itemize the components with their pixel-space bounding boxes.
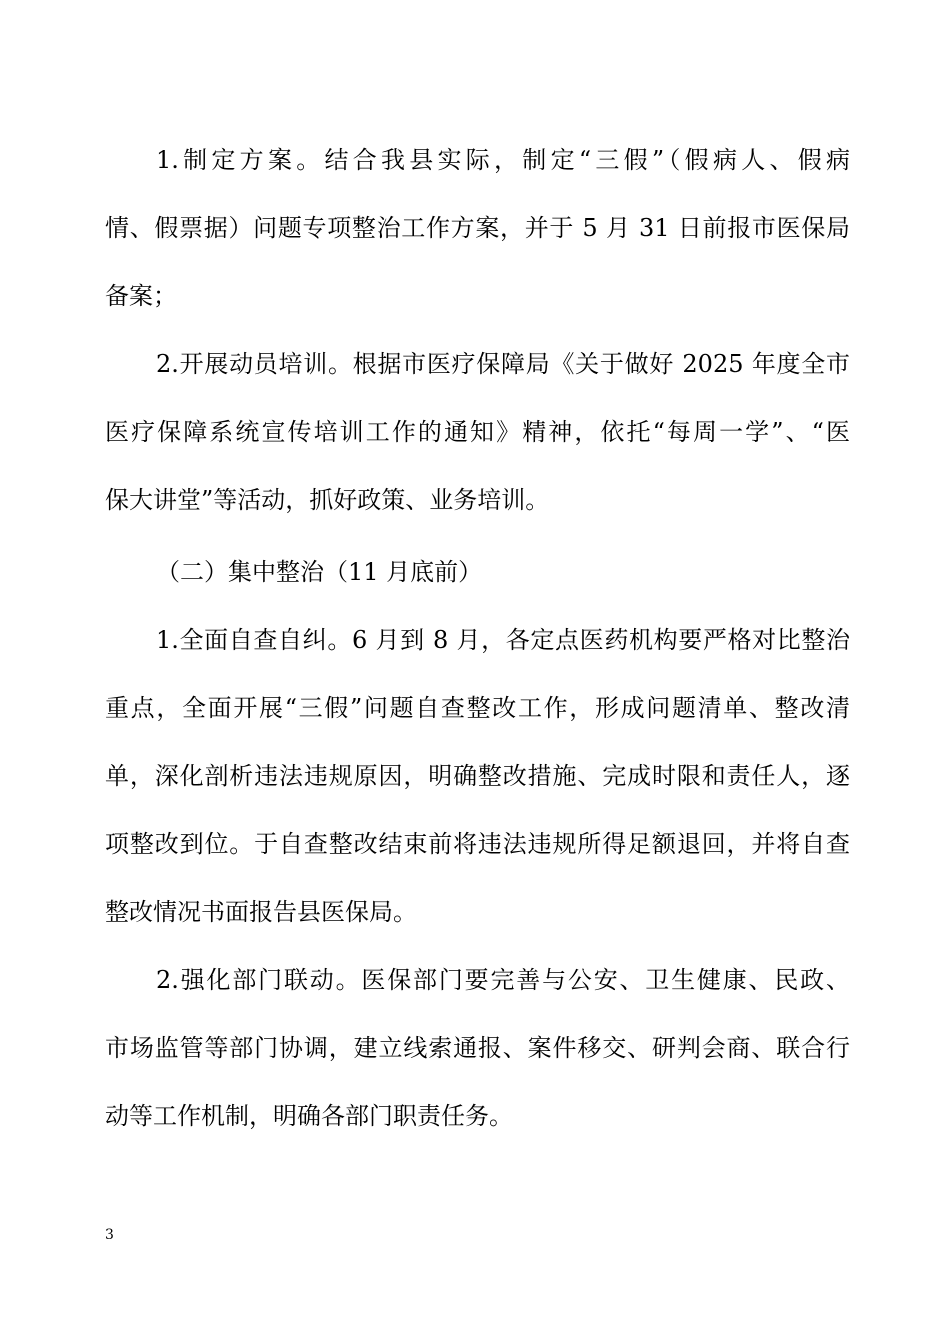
paragraph-2-line-2: 医疗保障系统宣传培训工作的通知》精神，依托“每周一学”、“医 [105,418,850,446]
paragraph-2-line-3: 保大讲堂”等活动，抓好政策、业务培训。 [105,486,550,514]
paragraph-4-line-2: 市场监管等部门协调，建立线索通报、案件移交、研判会商、联合行 [105,1034,850,1062]
page-number: 3 [105,1227,114,1243]
paragraph-3-line-2: 重点，全面开展“三假”问题自查整改工作，形成问题清单、整改清 [105,694,850,722]
paragraph-4-line-1: 2.强化部门联动。医保部门要完善与公安、卫生健康、民政、 [156,966,850,994]
paragraph-1-line-3: 备案； [105,282,177,310]
paragraph-3-line-3: 单，深化剖析违法违规原因，明确整改措施、完成时限和责任人，逐 [105,762,850,790]
paragraph-3-line-5: 整改情况书面报告县医保局。 [105,898,417,926]
paragraph-2-line-1: 2.开展动员培训。根据市医疗保障局《关于做好 2025 年度全市 [156,350,850,378]
paragraph-1-line-1: 1.制定方案。结合我县实际，制定“三假”（假病人、假病 [156,146,850,174]
paragraph-3-line-4: 项整改到位。于自查整改结束前将违法违规所得足额退回，并将自查 [105,830,850,858]
paragraph-1-line-2: 情、假票据）问题专项整治工作方案，并于 5 月 31 日前报市医保局 [105,214,850,242]
section-heading: （二）集中整治（11 月底前） [156,558,483,586]
paragraph-3-line-1: 1.全面自查自纠。6 月到 8 月，各定点医药机构要严格对比整治 [156,626,850,654]
paragraph-4-line-3: 动等工作机制，明确各部门职责任务。 [105,1102,513,1130]
